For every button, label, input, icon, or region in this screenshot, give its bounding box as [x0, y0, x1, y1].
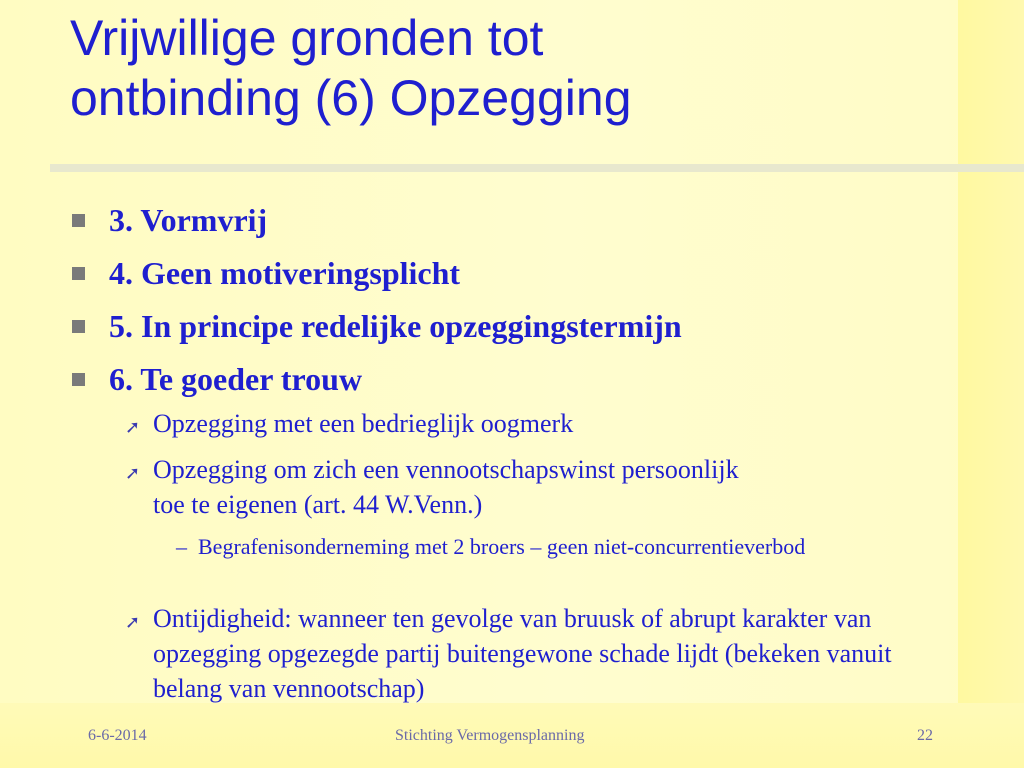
sub-bullet-item: [125, 452, 765, 522]
bullet-text: 4. Geen motiveringsplicht: [109, 255, 461, 291]
bullet-text: 5. In principe redelijke opzeggingstermijn: [109, 308, 682, 344]
footer-page-number: 22: [917, 727, 933, 744]
sub-bullet-text: Ontijdigheid: wanneer ten gevolge van bruusk of abrupt karakter van opzegging opgezegde partij buitengewone schade lijdt (bekeken vanuit belang van vennootschap): [153, 604, 892, 703]
square-bullet-icon: [72, 214, 85, 227]
sub-bullet-item: [125, 406, 925, 441]
bullet-text: 3. Vormvrij: [109, 202, 268, 238]
arrow-bullet-icon: ➚: [125, 463, 141, 484]
sub-bullet-text: Opzegging met een bedrieglijk oogmerk: [153, 409, 574, 438]
bullet-text: 6. Te goeder trouw: [109, 361, 363, 397]
title-divider: [50, 164, 1024, 172]
square-bullet-icon: [72, 320, 85, 333]
dash-bullet-icon: –: [176, 534, 187, 559]
sub-sub-bullet-text: Begrafenisonderneming met 2 broers – geen niet-concurrentieverbod: [198, 534, 806, 559]
square-bullet-icon: [72, 373, 85, 386]
slide-title: Vrijwillige gronden tot ontbinding (6) Opzegging: [70, 10, 632, 126]
sub-bullet-text: Opzegging om zich een vennootschapswinst persoonlijk toe te eigenen (art. 44 W.Venn.): [153, 455, 739, 519]
footer-date: 6-6-2014: [88, 727, 147, 744]
arrow-bullet-icon: ➚: [125, 417, 141, 438]
sub-sub-bullet-item: [176, 533, 816, 561]
right-decorative-band: [958, 0, 1024, 768]
sub-bullet-item: [125, 601, 925, 706]
footer-organization: Stichting Vermogensplanning: [395, 727, 585, 744]
arrow-bullet-icon: ➚: [125, 612, 141, 633]
square-bullet-icon: [72, 267, 85, 280]
